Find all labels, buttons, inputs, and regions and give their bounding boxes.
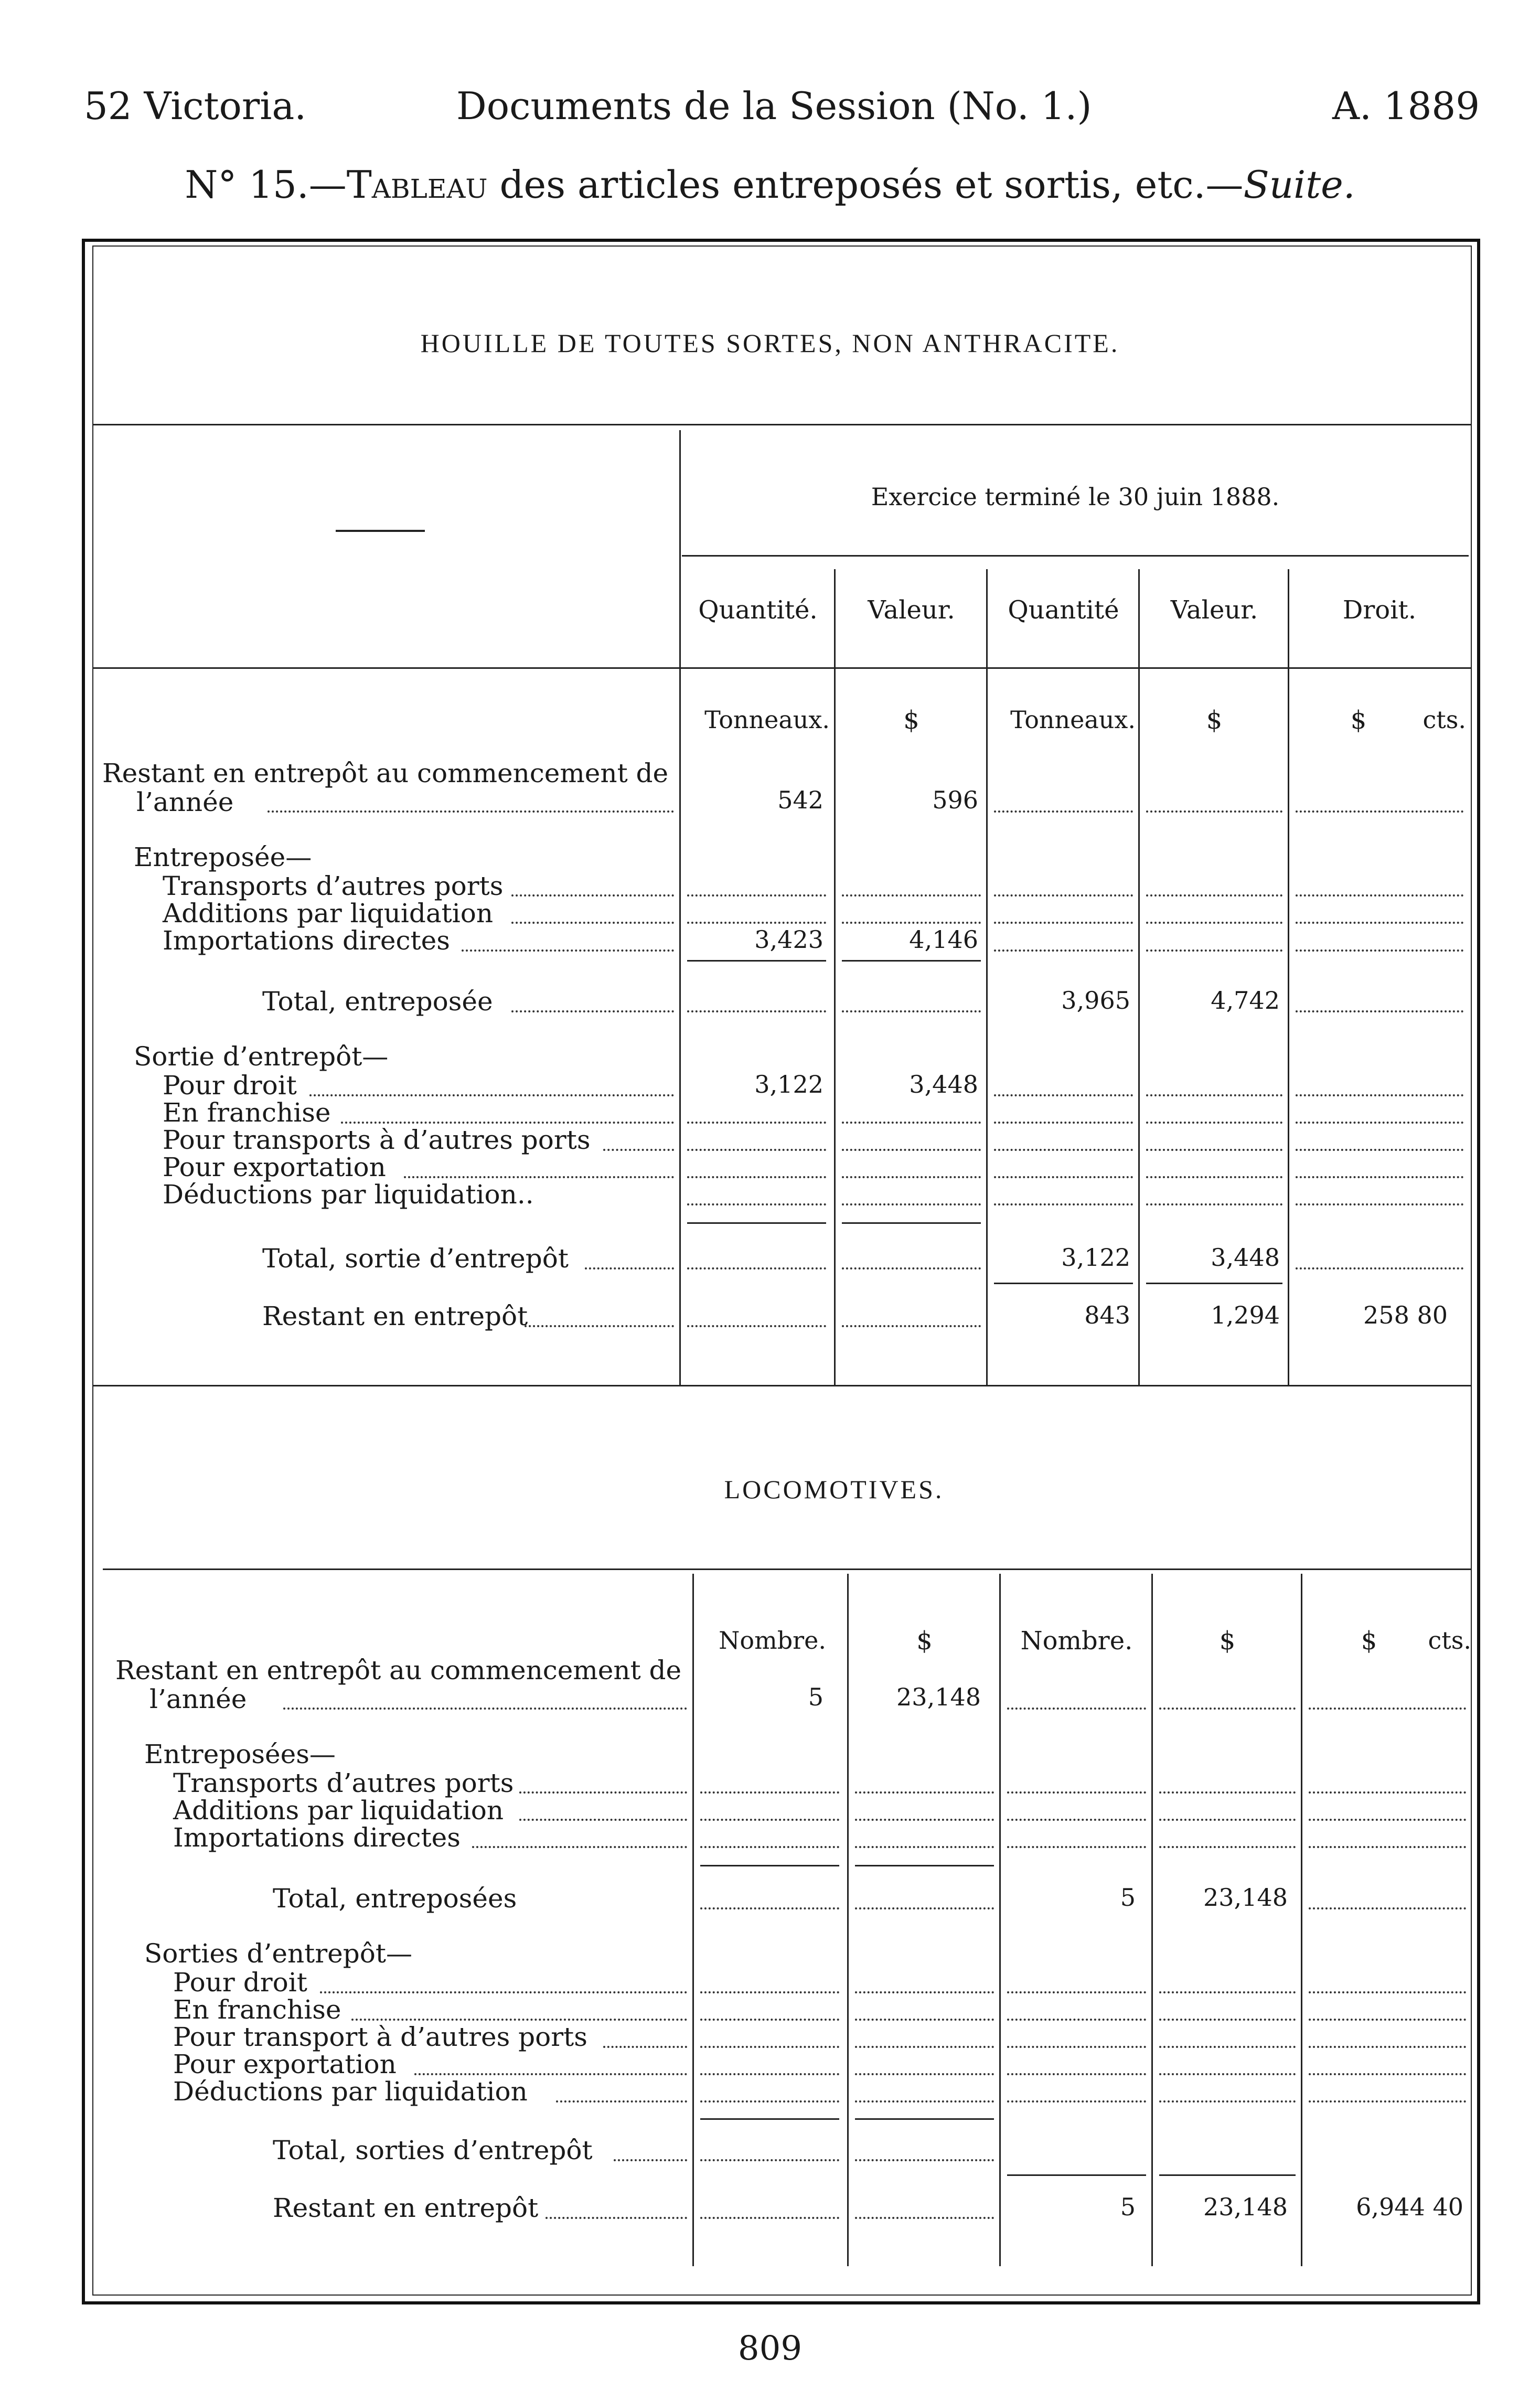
s2-blank: [855, 1819, 994, 1821]
s2-col-divider-2: [999, 1574, 1001, 2266]
s1-col-valeur-1: Valeur.: [868, 595, 955, 625]
s2-blank: [700, 2019, 839, 2021]
s2-blank: [700, 1791, 839, 1794]
s1-restant-fin-v: 1,294: [1211, 1301, 1280, 1329]
s1-leader: [268, 810, 674, 813]
section2-title: LOCOMOTIVES.: [724, 1475, 944, 1504]
s2-leader: [472, 1846, 687, 1848]
s2-row-franchise: En franchise: [173, 1994, 341, 2025]
s2-blank: [1309, 2100, 1466, 2103]
s2-blank: [700, 2159, 839, 2161]
s1-unit-cts: cts.: [1423, 706, 1466, 734]
s1-blank: [994, 1094, 1133, 1096]
table-title: [0, 163, 1540, 207]
s2-blank: [1159, 1708, 1296, 1710]
s1-blank: [994, 1203, 1133, 1205]
s1-blank: [687, 1203, 826, 1205]
s1-leader: [462, 949, 674, 952]
s1-sum-rule: [842, 960, 981, 962]
page-number: 809: [737, 2329, 803, 2368]
section2-title-rule: [103, 1568, 1472, 1570]
s1-importations-q: 3,423: [754, 925, 824, 954]
s1-header-rule: [92, 667, 1472, 669]
s1-col-droit: Droit.: [1342, 595, 1417, 625]
s2-blank: [1309, 1846, 1466, 1848]
s1-blank: [842, 1325, 981, 1327]
s1-row-importations: Importations directes: [163, 925, 450, 956]
s1-row-transports-autres: Pour transports à d’autres ports: [163, 1125, 591, 1155]
s2-blank: [1007, 2100, 1146, 2103]
s2-row-restant-fin: Restant en entrepôt: [273, 2193, 539, 2223]
s1-restant-q: 542: [777, 786, 824, 814]
s2-restant-n: 5: [808, 1683, 824, 1711]
s1-unit-dollar-1: $: [903, 706, 919, 735]
s1-col-valeur-2: Valeur.: [1170, 595, 1258, 625]
s1-blank: [687, 1325, 826, 1327]
s1-blank: [842, 922, 981, 924]
s1-row-transports: Transports d’autres ports: [163, 871, 504, 901]
s1-blank: [1296, 1010, 1463, 1012]
s2-blank: [700, 1819, 839, 1821]
s1-importations-v: 4,146: [909, 925, 978, 954]
table-number: N° 15.—: [185, 163, 347, 207]
s1-pour-droit-q: 3,122: [754, 1070, 824, 1098]
header-left: 52 Victoria.: [84, 84, 307, 128]
s1-leader: [404, 1176, 674, 1178]
s1-blank: [994, 1122, 1133, 1124]
s1-restant-fin-droit: 258 80: [1363, 1301, 1448, 1329]
s2-blank: [1007, 2046, 1146, 2048]
s1-dash: [336, 530, 425, 532]
s2-leader: [351, 2019, 687, 2021]
s2-row-total-sorties: Total, sorties d’entrepôt: [273, 2135, 593, 2165]
s1-sum-rule: [1146, 1283, 1282, 1284]
s2-leader: [603, 2046, 687, 2048]
s1-blank: [687, 1122, 826, 1124]
s2-blank: [1309, 1907, 1466, 1909]
s1-blank: [687, 922, 826, 924]
s1-blank: [1146, 949, 1282, 952]
s1-col-quantite-2: Quantité: [1008, 595, 1119, 625]
s1-total-ent-v: 4,742: [1211, 986, 1280, 1015]
s1-total-sortie-v: 3,448: [1211, 1243, 1280, 1272]
s1-blank: [842, 1267, 981, 1269]
s2-blank: [855, 2159, 994, 2161]
s2-blank: [1159, 1819, 1296, 1821]
s1-row-sortie: Sortie d’entrepôt—: [134, 1041, 389, 1072]
s2-leader: [614, 2159, 687, 2161]
s1-blank: [1146, 922, 1282, 924]
s2-sum-rule: [700, 1865, 839, 1866]
s1-blank: [1296, 1176, 1463, 1178]
s2-label-divider: [692, 1574, 694, 2266]
s2-blank: [855, 2046, 994, 2048]
s1-sum-rule: [842, 1222, 981, 1224]
header-center: Documents de la Session (No. 1.): [456, 84, 1092, 128]
s2-blank: [1309, 2073, 1466, 2075]
s2-blank: [1007, 1991, 1146, 1993]
s1-row-restant-l2: l’année: [136, 787, 234, 817]
s1-blank: [1296, 1203, 1463, 1205]
s1-period-rule: [682, 555, 1469, 557]
s1-unit-tonneaux-2: Tonneaux.: [1010, 706, 1136, 734]
s2-restant-fin-n: 5: [1120, 2193, 1136, 2221]
s1-col-divider-1: [834, 569, 836, 1385]
s1-row-entreposee: Entreposée—: [134, 842, 312, 872]
s1-blank: [842, 1176, 981, 1178]
s1-col-divider-3: [1138, 569, 1140, 1385]
s2-blank: [700, 2100, 839, 2103]
s2-row-transports: Transports d’autres ports: [173, 1768, 514, 1798]
s2-col-divider-4: [1301, 1574, 1302, 2266]
s2-row-total-entreposees: Total, entreposées: [273, 1883, 517, 1914]
s2-leader: [320, 1991, 687, 1993]
s2-row-additions: Additions par liquidation: [173, 1795, 504, 1826]
s2-blank: [1007, 2073, 1146, 2075]
s1-blank: [687, 1149, 826, 1151]
s2-unit-cts: cts.: [1428, 1626, 1471, 1655]
s1-blank: [1296, 1094, 1463, 1096]
s2-sum-rule: [855, 1865, 994, 1866]
s2-leader: [546, 2217, 687, 2219]
s2-blank: [700, 2073, 839, 2075]
s1-sum-rule: [687, 960, 826, 962]
s2-blank: [700, 2046, 839, 2048]
s2-row-restant-l1: Restant en entrepôt au commencement de: [115, 1655, 682, 1685]
s1-leader: [511, 1010, 674, 1012]
s2-blank: [855, 2217, 994, 2219]
table-title-rest: des articles entreposés et sortis, etc.—: [487, 163, 1244, 207]
s1-total-sortie-q: 3,122: [1061, 1243, 1130, 1272]
table-lead: Tableau: [346, 163, 488, 207]
s2-unit-dollar-3: $: [1361, 1626, 1377, 1656]
s2-sum-rule: [1007, 2174, 1146, 2176]
s1-blank: [842, 1122, 981, 1124]
s1-col-divider-4: [1288, 569, 1289, 1385]
s1-blank: [994, 922, 1133, 924]
section1-title-rule: [92, 424, 1472, 425]
s2-blank: [1309, 1708, 1466, 1710]
section1-title: HOUILLE DE TOUTES SORTES, NON ANTHRACITE.: [420, 328, 1120, 358]
s2-blank: [855, 2019, 994, 2021]
s2-unit-dollar-1: $: [916, 1626, 933, 1656]
s1-row-franchise: En franchise: [163, 1097, 331, 1128]
s1-sum-rule: [687, 1222, 826, 1224]
s1-row-exportation: Pour exportation: [163, 1152, 386, 1182]
s1-blank: [1296, 1267, 1463, 1269]
s2-total-ent-n: 5: [1120, 1883, 1136, 1912]
s2-row-deductions: Déductions par liquidation: [173, 2076, 528, 2107]
s1-blank: [1296, 894, 1463, 897]
s2-blank: [700, 1991, 839, 1993]
s2-row-pour-droit: Pour droit: [173, 1967, 307, 1998]
s1-pour-droit-v: 3,448: [909, 1070, 978, 1098]
s2-leader: [283, 1708, 687, 1710]
s2-blank: [855, 1991, 994, 1993]
s2-restant-fin-droit: 6,944 40: [1356, 2193, 1463, 2221]
s2-sum-rule: [700, 2118, 839, 2120]
s2-blank: [1159, 2073, 1296, 2075]
s2-blank: [855, 2073, 994, 2075]
s1-leader: [585, 1267, 674, 1269]
header-right: A. 1889: [1332, 84, 1480, 128]
s2-blank: [1309, 1791, 1466, 1794]
s1-blank: [994, 1149, 1133, 1151]
s1-leader: [511, 922, 674, 924]
s2-blank: [1159, 2019, 1296, 2021]
s1-blank: [1296, 922, 1463, 924]
s1-sum-rule: [994, 1283, 1133, 1284]
s1-row-pour-droit: Pour droit: [163, 1070, 297, 1101]
s2-restant-v: 23,148: [896, 1683, 981, 1711]
s2-blank: [1309, 1991, 1466, 1993]
s1-leader: [341, 1122, 674, 1124]
s1-blank: [687, 894, 826, 897]
s1-blank: [1146, 1149, 1282, 1151]
s1-blank: [1146, 1176, 1282, 1178]
s2-blank: [855, 2100, 994, 2103]
s1-blank: [842, 1203, 981, 1205]
s1-blank: [1296, 810, 1463, 813]
s1-blank: [687, 1010, 826, 1012]
s1-row-restant-l1: Restant en entrepôt au commencement de: [102, 758, 669, 788]
s1-blank: [1296, 1149, 1463, 1151]
s2-blank: [700, 1846, 839, 1848]
section1-bottom-rule: [92, 1385, 1472, 1386]
s2-blank: [1159, 2100, 1296, 2103]
s1-blank: [1146, 810, 1282, 813]
s1-unit-tonneaux-1: Tonneaux.: [704, 706, 830, 734]
s2-row-restant-l2: l’année: [149, 1684, 247, 1714]
s1-total-ent-q: 3,965: [1061, 986, 1130, 1015]
s2-leader: [519, 1791, 687, 1794]
s1-leader: [603, 1149, 674, 1151]
s1-unit-dollar-3: $: [1350, 706, 1367, 735]
s1-blank: [994, 949, 1133, 952]
s1-blank: [1146, 1122, 1282, 1124]
s2-blank: [855, 1907, 994, 1909]
s1-row-additions: Additions par liquidation: [163, 898, 494, 929]
s2-leader: [414, 2073, 687, 2075]
s1-restant-v: 596: [932, 786, 978, 814]
s2-blank: [1007, 1791, 1146, 1794]
s1-period: Exercice terminé le 30 juin 1888.: [871, 483, 1280, 511]
s2-restant-fin-v: 23,148: [1203, 2193, 1288, 2221]
s2-unit-nombre-2: Nombre.: [1020, 1626, 1133, 1656]
s1-blank: [687, 1267, 826, 1269]
s2-unit-dollar-2: $: [1219, 1626, 1236, 1656]
s1-row-total-entreposee: Total, entreposée: [262, 986, 493, 1017]
s1-restant-fin-q: 843: [1084, 1301, 1130, 1329]
s1-row-total-sortie: Total, sortie d’entrepôt: [262, 1243, 569, 1274]
s2-row-sorties: Sorties d’entrepôt—: [144, 1938, 412, 1969]
s2-leader: [519, 1819, 687, 1821]
s1-unit-dollar-2: $: [1206, 706, 1223, 735]
s2-blank: [1159, 1846, 1296, 1848]
s2-row-importations: Importations directes: [173, 1822, 461, 1853]
s1-blank: [842, 1149, 981, 1151]
s2-row-exportation: Pour exportation: [173, 2049, 397, 2079]
s2-col-divider-3: [1151, 1574, 1153, 2266]
s1-blank: [1296, 1122, 1463, 1124]
s2-sum-rule: [1159, 2174, 1296, 2176]
s1-blank: [994, 810, 1133, 813]
s1-row-deductions: Déductions par liquidation..: [163, 1179, 534, 1210]
s1-row-restant-fin: Restant en entrepôt: [262, 1301, 528, 1331]
s1-label-divider: [679, 430, 681, 1385]
table-suite: Suite.: [1243, 163, 1355, 207]
s1-blank: [842, 1010, 981, 1012]
s1-blank: [842, 894, 981, 897]
s2-col-divider-1: [847, 1574, 849, 2266]
s2-row-transport-autres: Pour transport à d’autres ports: [173, 2022, 587, 2052]
s2-blank: [1159, 1791, 1296, 1794]
s2-unit-nombre-1: Nombre.: [719, 1626, 826, 1655]
s2-row-entreposees: Entreposées—: [144, 1739, 336, 1769]
s2-blank: [1309, 2046, 1466, 2048]
s1-leader: [511, 894, 674, 897]
s1-col-quantite-1: Quantité.: [698, 595, 818, 625]
s2-blank: [1159, 2046, 1296, 2048]
s2-blank: [855, 1846, 994, 1848]
s1-leader: [309, 1094, 674, 1096]
s1-blank: [1146, 894, 1282, 897]
s1-blank: [994, 894, 1133, 897]
s2-blank: [1309, 1819, 1466, 1821]
s2-sum-rule: [855, 2118, 994, 2120]
s2-blank: [700, 2217, 839, 2219]
s2-blank: [1007, 1846, 1146, 1848]
s2-total-ent-v: 23,148: [1203, 1883, 1288, 1912]
s1-col-divider-2: [986, 569, 988, 1385]
s1-leader: [525, 1325, 674, 1327]
s2-blank: [1007, 1819, 1146, 1821]
s1-blank: [994, 1176, 1133, 1178]
s2-blank: [1159, 1991, 1296, 1993]
s1-blank: [687, 1176, 826, 1178]
s2-blank: [1007, 2019, 1146, 2021]
s2-blank: [700, 1907, 839, 1909]
s2-blank: [855, 1791, 994, 1794]
s1-blank: [1146, 1203, 1282, 1205]
s2-blank: [1007, 1708, 1146, 1710]
s1-blank: [1296, 949, 1463, 952]
s2-leader: [556, 2100, 687, 2103]
s2-blank: [1309, 2019, 1466, 2021]
s1-blank: [1146, 1094, 1282, 1096]
